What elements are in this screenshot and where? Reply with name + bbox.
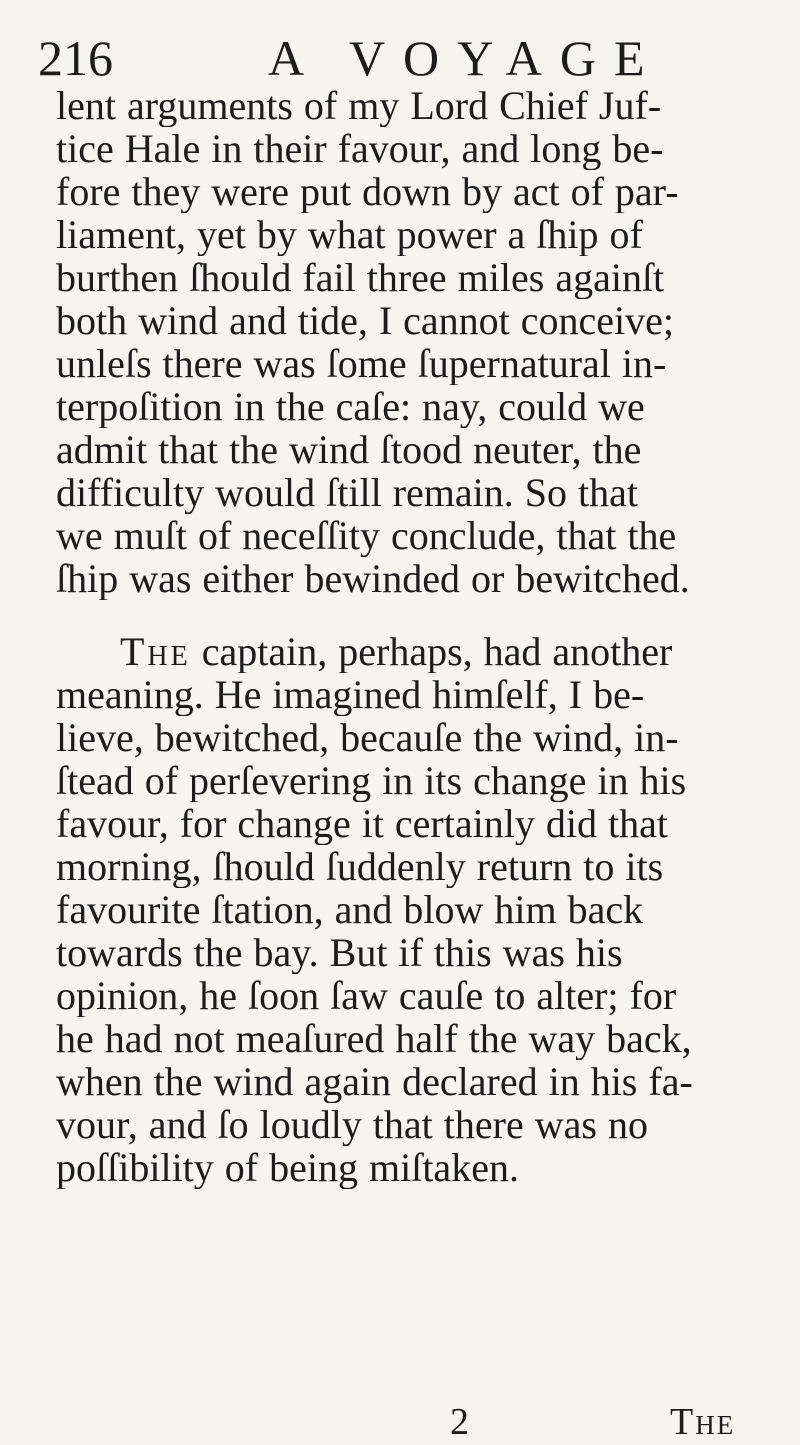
paragraph-2-first-line <box>56 630 776 673</box>
text-line: when the wind again declared in his fa- <box>56 1060 693 1103</box>
running-head <box>38 28 738 88</box>
text-line: favourite ſtation, and blow him back <box>56 888 644 931</box>
text-line: we muſt of neceſſity conclude, that the <box>56 514 677 557</box>
page-number: 216 <box>38 30 113 86</box>
text-line: unleſs there was ſome ſupernatural in- <box>56 342 667 385</box>
text-line: favour, for change it certainly did that <box>56 802 668 845</box>
running-title: A VOYAGE <box>268 30 663 86</box>
text-line: lent arguments of my Lord Chief Juf- <box>56 84 662 127</box>
body-text <box>56 84 776 1189</box>
text-line: terpoſition in the caſe: nay, could we <box>56 385 645 428</box>
text-line: tice Hale in their favour, and long be- <box>56 127 664 170</box>
text-line: ſtead of perſevering in its change in his <box>56 759 687 802</box>
text-line: ſhip was either bewinded or bewitched. <box>56 557 690 600</box>
text-line: meaning. He imagined himſelf, I be- <box>56 673 645 716</box>
text-line: admit that the wind ſtood neuter, the <box>56 428 642 471</box>
paragraph-first-line-rest: captain, perhaps, had another <box>190 630 673 673</box>
page-footer <box>0 1400 800 1445</box>
paragraph-2 <box>56 630 776 1189</box>
text-line: vour, and ſo loudly that there was no <box>56 1103 648 1146</box>
text-line: difficulty would ſtill remain. So that <box>56 471 638 514</box>
signature-mark: 2 <box>450 1401 469 1443</box>
text-line: opinion, he ſoon ſaw cauſe to alter; for <box>56 974 677 1017</box>
catchword: The <box>670 1401 736 1443</box>
text-line: burthen ſhould fail three miles againſt <box>56 256 665 299</box>
text-line: poſſibility of being miſtaken. <box>56 1146 519 1189</box>
text-line: morning, ſhould ſuddenly return to its <box>56 845 664 888</box>
text-line: both wind and tide, I cannot conceive; <box>56 299 675 342</box>
paragraph-1 <box>56 84 776 600</box>
text-line: towards the bay. But if this was his <box>56 931 623 974</box>
text-line: lieve, bewitched, becauſe the wind, in- <box>56 716 679 759</box>
paragraph-lead-word: The <box>120 630 191 673</box>
text-line: fore they were put down by act of par- <box>56 170 679 213</box>
text-line: liament, yet by what power a ſhip of <box>56 213 643 256</box>
text-line: he had not meaſured half the way back, <box>56 1017 692 1060</box>
